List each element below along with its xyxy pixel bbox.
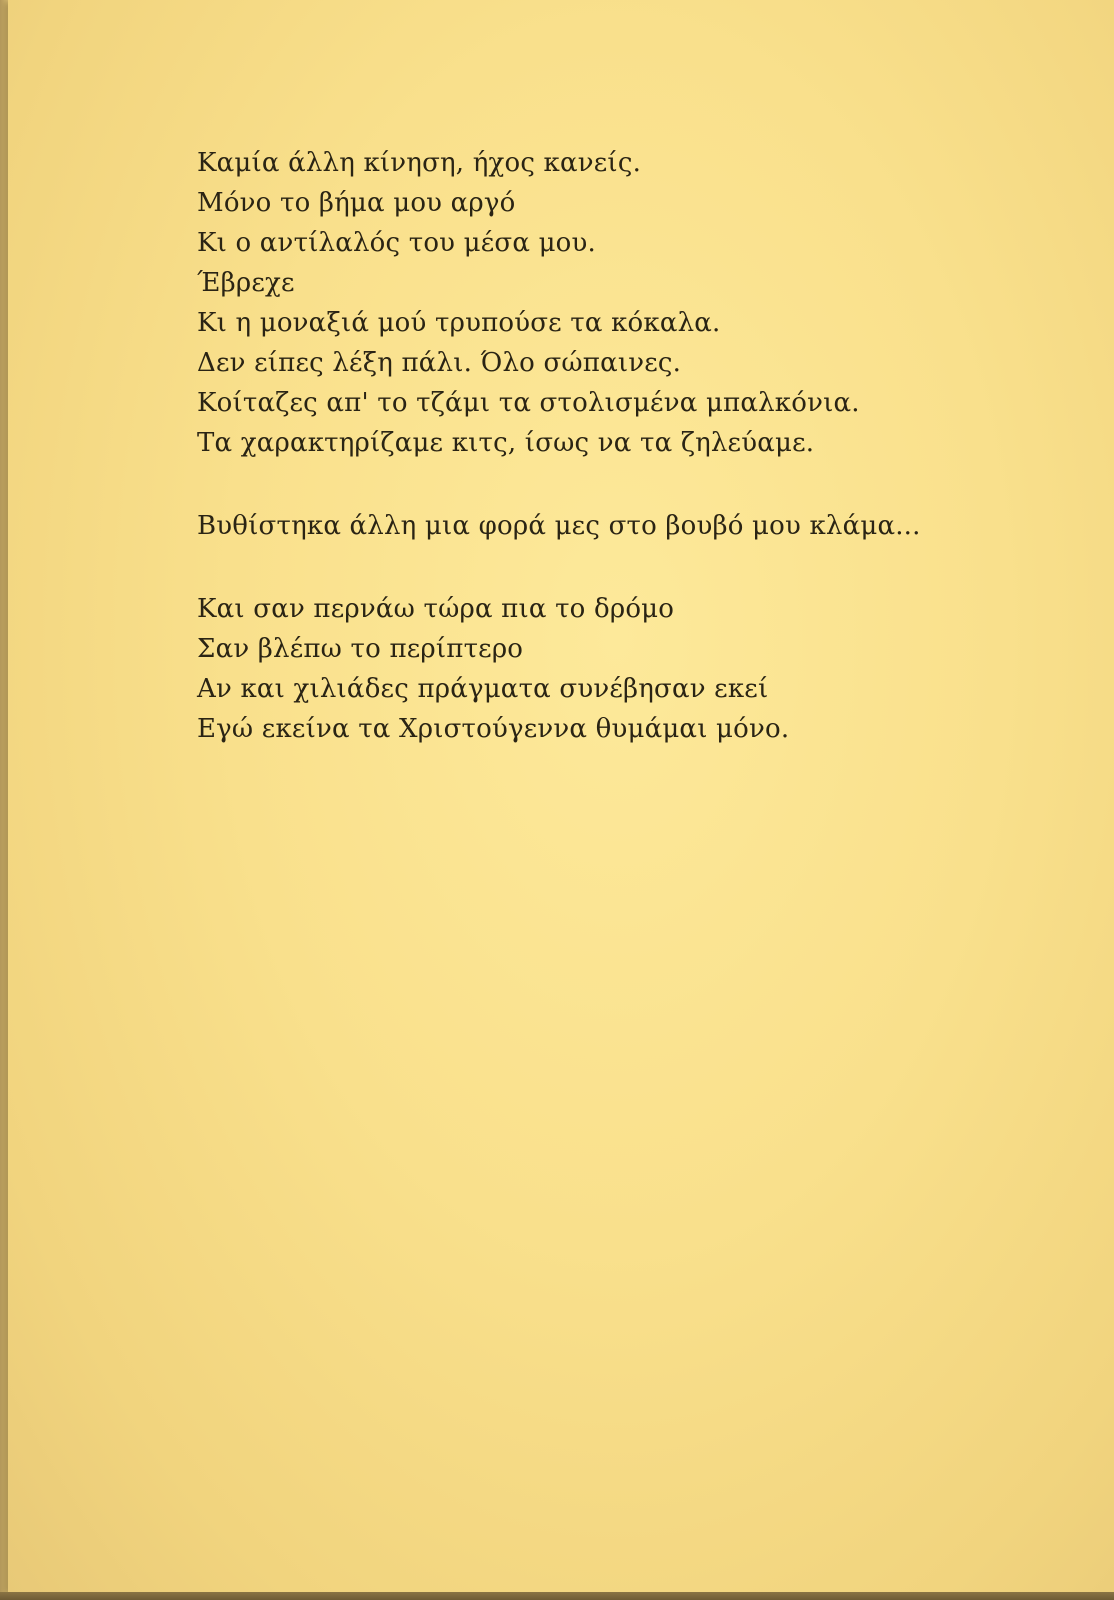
poem-line: Τα χαρακτηρίζαμε κιτς, ίσως να τα ζηλεύαμε. xyxy=(197,428,815,458)
stanza-1 xyxy=(197,143,1057,463)
poem-line: Βυθίστηκα άλλη μια φορά μες στο βουβό μου κλάμα... xyxy=(197,511,921,541)
paper-bottom-edge xyxy=(0,1592,1114,1600)
poem-line: Κι ο αντίλαλός του μέσα μου. xyxy=(197,228,597,258)
poem-line: Εγώ εκείνα τα Χριστούγεννα θυμάμαι μόνο. xyxy=(197,714,790,744)
stanza-3 xyxy=(197,589,1057,749)
poem-line: Και σαν περνάω τώρα πια το δρόμο xyxy=(197,594,675,624)
poem-line: Έβρεχε xyxy=(197,268,295,298)
poem-line: Σαν βλέπω το περίπτερο xyxy=(197,634,524,664)
poem-line: Δεν είπες λέξη πάλι. Όλο σώπαινες. xyxy=(197,348,682,378)
paper-left-edge xyxy=(0,0,8,1600)
stanza-2 xyxy=(197,506,1057,546)
poem-line: Αν και χιλιάδες πράγματα συνέβησαν εκεί xyxy=(197,674,769,704)
poem-line: Κοίταζες απ' το τζάμι τα στολισμένα μπαλκόνια. xyxy=(197,388,860,418)
poem-line: Καμία άλλη κίνηση, ήχος κανείς. xyxy=(197,148,642,178)
poem-line: Κι η μοναξιά μού τρυπούσε τα κόκαλα. xyxy=(197,308,721,338)
poem-text xyxy=(197,143,1057,792)
poem-line: Μόνο το βήμα μου αργό xyxy=(197,188,516,218)
